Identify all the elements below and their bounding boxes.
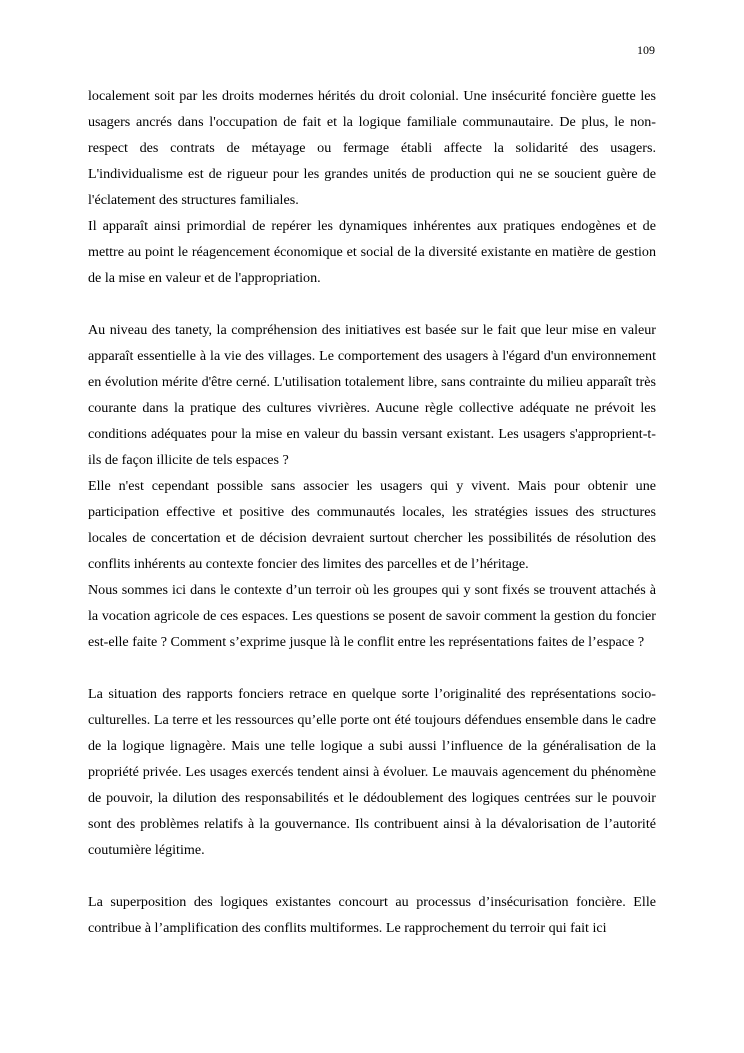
page-number: 109 (637, 43, 655, 57)
paragraph: Elle n'est cependant possible sans associer les usagers qui y vivent. Mais pour obtenir une participation effective et positive des communautés locales, les stratégies issues des structures locales de concertation et de décision devraient surtout chercher les possibilités de résolution des conflits inhérents au contexte foncier des limites des parcelles et de l’héritage. (88, 478, 656, 572)
document-body (88, 83, 656, 941)
paragraph: Nous sommes ici dans le contexte d’un terroir où les groupes qui y sont fixés se trouvent attachés à la vocation agricole de ces espaces. Les questions se posent de savoir comment la gestion du foncier est-elle faite ? Comment s’exprime jusque là le conflit entre les représentations faites de l’espace ? (88, 582, 656, 650)
paragraph: Au niveau des tanety, la compréhension des initiatives est basée sur le fait que leur mise en valeur apparaît essentielle à la vie des villages. Le comportement des usagers à l'égard d'un environnement en évolution mérite d'être cerné. L'utilisation totalement libre, sans contrainte du milieu apparaît très courante dans la pratique des cultures vivrières. Aucune règle collective adéquate ne prévoit les conditions adéquates pour la mise en valeur du bassin versant existant. Les usagers s'approprient-t-ils de façon illicite de tels espaces ? (88, 322, 656, 468)
paragraph: La situation des rapports fonciers retrace en quelque sorte l’originalité des représentations socio-culturelles. La terre et les ressources qu’elle porte ont été toujours défendues ensemble dans le cadre de la logique lignagère. Mais une telle logique a subi aussi l’influence de la généralisation de la propriété privée. Les usages exercés tendent ainsi à évoluer. Le mauvais agencement du phénomène de pouvoir, la dilution des responsabilités et le dédoublement des logiques centrées sur le pouvoir sont des problèmes relatifs à la gouvernance. Ils contribuent ainsi à la dévalorisation de l’autorité coutumière légitime. (88, 686, 656, 858)
paragraph: Il apparaît ainsi primordial de repérer les dynamiques inhérentes aux pratiques endogènes et de mettre au point le réagencement économique et social de la diversité existante en matière de gestion de la mise en valeur et de l'appropriation. (88, 218, 656, 286)
paragraph: localement soit par les droits modernes hérités du droit colonial. Une insécurité foncière guette les usagers ancrés dans l'occupation de fait et la logique familiale communautaire. De plus, le non-respect des contrats de métayage ou fermage établi affecte la solidarité des usagers. L'individualisme est de rigueur pour les grandes unités de production qui ne se soucient guère de l'éclatement des structures familiales. (88, 88, 656, 208)
paragraph: La superposition des logiques existantes concourt au processus d’insécurisation foncière. Elle contribue à l’amplification des conflits multiformes. Le rapprochement du terroir qui fait ici (88, 894, 656, 936)
